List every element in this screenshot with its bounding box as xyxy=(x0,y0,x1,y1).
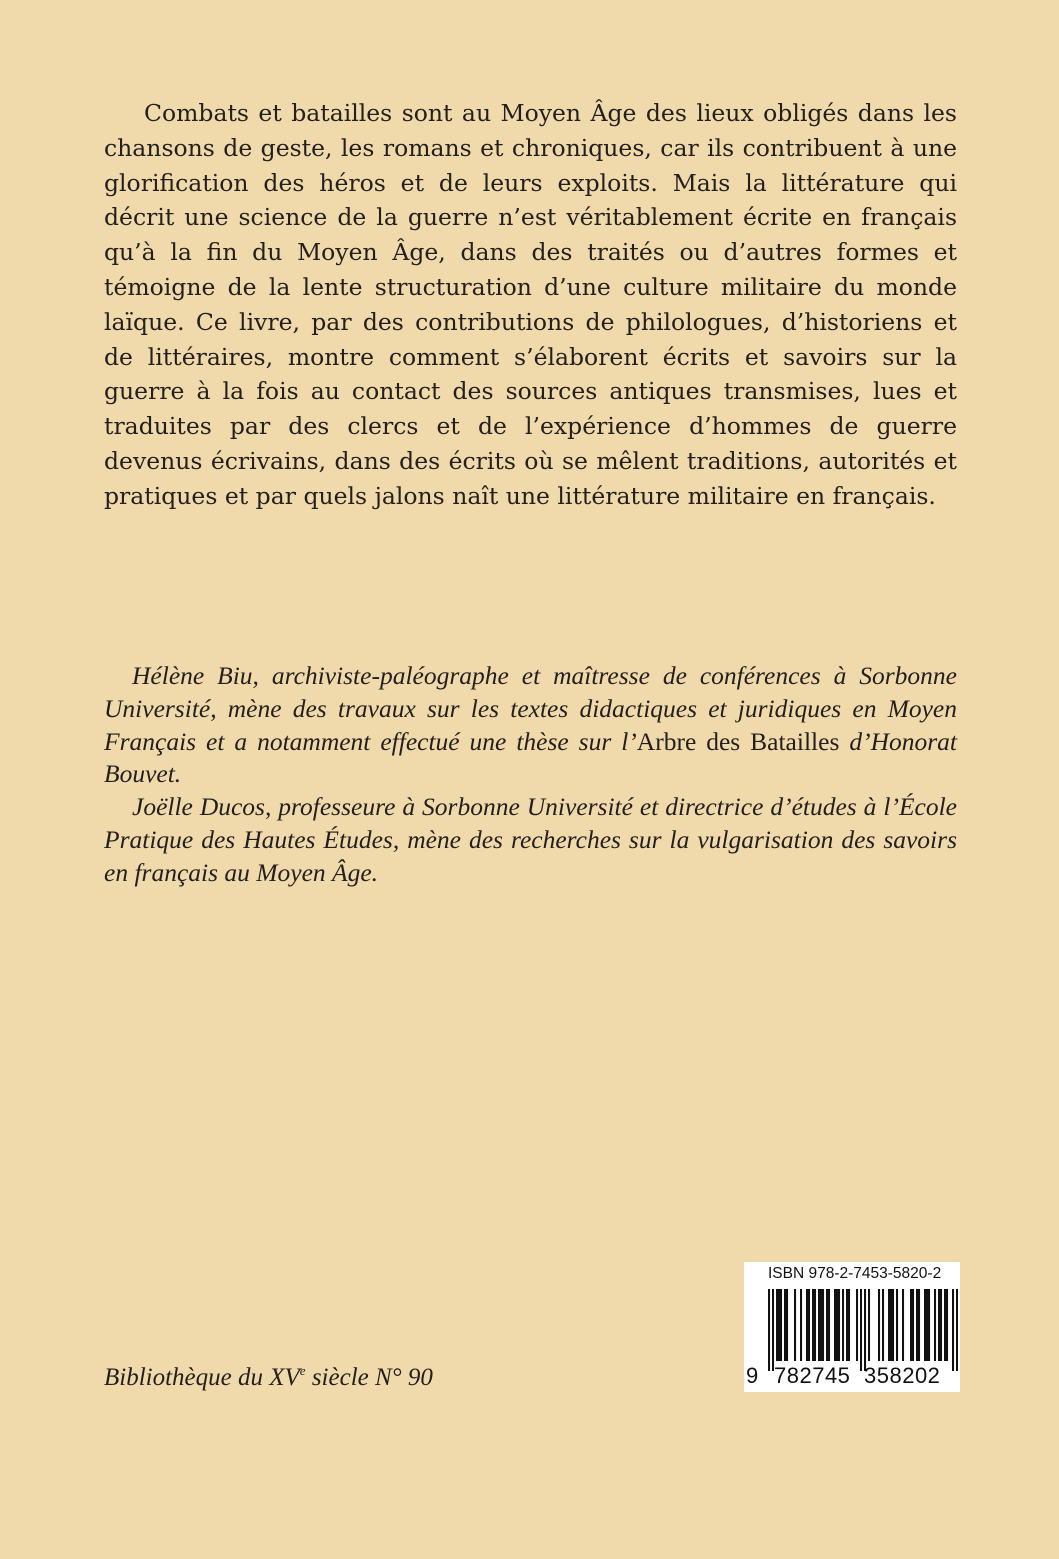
back-cover-summary: Combats et batailles sont au Moyen Âge des lieux obligés dans les chansons de geste, les romans et chroniques, car ils contribuent à une glorification des héros et de leurs exploits. Mais la littérature qui décrit une science de la guerre n’est véritablement écrite en français qu’à la fin du Moyen Âge, dans des traités ou d’autres formes et témoigne de la lente structuration d’une culture militaire du monde laïque. Ce livre, par des contributions de philologues, d’historiens et de littéraires, montre comment s’élaborent écrits et savoirs sur la guerre à la fois au contact des sources antiques transmises, lues et traduites par des clercs et de l’expérience d’hommes de guerre devenus écrivains, dans des écrits où se mêlent traditions, autorités et pratiques et par quels jalons naît une littérature militaire en français. xyxy=(104,99,957,510)
series-title xyxy=(104,1362,433,1394)
barcode-bar xyxy=(812,1289,814,1361)
barcode-bar xyxy=(828,1289,830,1361)
series-suffix: siècle N° 90 xyxy=(305,1364,433,1391)
barcode-bar xyxy=(882,1289,884,1361)
bio-biu-text: Hélène Biu, archiviste-paléographe et maîtresse de conférences à Sorbonne Université, mène des travaux sur les textes didactiques et juridiques en Moyen Français et a notamment effectué une thèse sur l’ xyxy=(104,661,957,756)
barcode-guard-bar xyxy=(768,1289,770,1371)
barcode-right-digits: 358202 xyxy=(864,1363,941,1388)
barcode-bar xyxy=(890,1289,892,1361)
isbn-label: ISBN 978-2-7453-5820-2 xyxy=(768,1265,942,1282)
barcode-bar xyxy=(856,1289,858,1361)
barcode-bar xyxy=(838,1289,840,1361)
barcode-bar xyxy=(940,1289,942,1361)
barcode-bar xyxy=(808,1289,810,1361)
barcode-bar xyxy=(800,1289,802,1361)
barcode-bar xyxy=(818,1289,820,1361)
barcode-image xyxy=(768,1289,958,1371)
barcode-bar xyxy=(836,1289,838,1361)
barcode-bar xyxy=(896,1289,898,1361)
bio-biu-book-title: Arbre des Batailles xyxy=(636,726,840,756)
bio-biu-text-end: d’Honorat Bouvet. xyxy=(104,726,958,789)
barcode-bar xyxy=(912,1289,914,1361)
barcode-bar xyxy=(926,1289,928,1361)
barcode-bar xyxy=(842,1289,844,1361)
barcode-first-digit: 9 xyxy=(746,1363,759,1388)
barcode-bar xyxy=(778,1289,780,1361)
bio-helene-biu xyxy=(104,660,957,791)
barcode-bar xyxy=(888,1289,890,1361)
series-superscript: e xyxy=(299,1363,306,1378)
barcode-bar xyxy=(910,1289,912,1361)
barcode-bar xyxy=(868,1289,870,1361)
barcode-bar xyxy=(820,1289,822,1361)
barcode-bar xyxy=(848,1289,850,1361)
barcode-bar xyxy=(846,1289,848,1361)
barcode-bar xyxy=(806,1289,808,1361)
barcode-bar xyxy=(934,1289,936,1361)
barcode-left-digits: 782745 xyxy=(774,1363,851,1388)
barcode-bar xyxy=(892,1289,894,1361)
barcode-bar xyxy=(938,1289,940,1361)
barcode-bar xyxy=(780,1289,782,1361)
barcode-bar xyxy=(784,1289,786,1361)
barcode-bar xyxy=(794,1289,796,1361)
barcode-bar xyxy=(928,1289,930,1361)
barcode-guard-bar xyxy=(864,1289,866,1371)
barcode-bar xyxy=(918,1289,920,1361)
barcode-guard-bar xyxy=(952,1289,954,1371)
barcode-bar xyxy=(826,1289,828,1361)
barcode-bar xyxy=(878,1289,880,1361)
barcode-bar xyxy=(834,1289,836,1361)
barcode-bar xyxy=(946,1289,948,1361)
barcode-bar xyxy=(944,1289,946,1361)
barcode-bar xyxy=(776,1289,778,1361)
barcode-bar xyxy=(814,1289,816,1361)
bio-joelle-ducos: Joëlle Ducos, professeure à Sorbonne Université et directrice d’études à l’École Pratique des Hautes Études, mène des recherches sur la vulgarisation des savoirs en français au Moyen Âge. xyxy=(104,792,957,887)
barcode-guard-bar xyxy=(956,1289,958,1371)
isbn-barcode-block xyxy=(744,1262,960,1392)
barcode-guard-bar xyxy=(860,1289,862,1371)
series-prefix: Bibliothèque du XV xyxy=(104,1364,300,1391)
barcode-bar xyxy=(924,1289,926,1361)
barcode-bar xyxy=(786,1289,788,1361)
barcode-bar xyxy=(916,1289,918,1361)
barcode-bar xyxy=(902,1289,904,1361)
author-bios xyxy=(104,660,957,890)
barcode-guard-bar xyxy=(772,1289,774,1371)
barcode-bar xyxy=(822,1289,824,1361)
